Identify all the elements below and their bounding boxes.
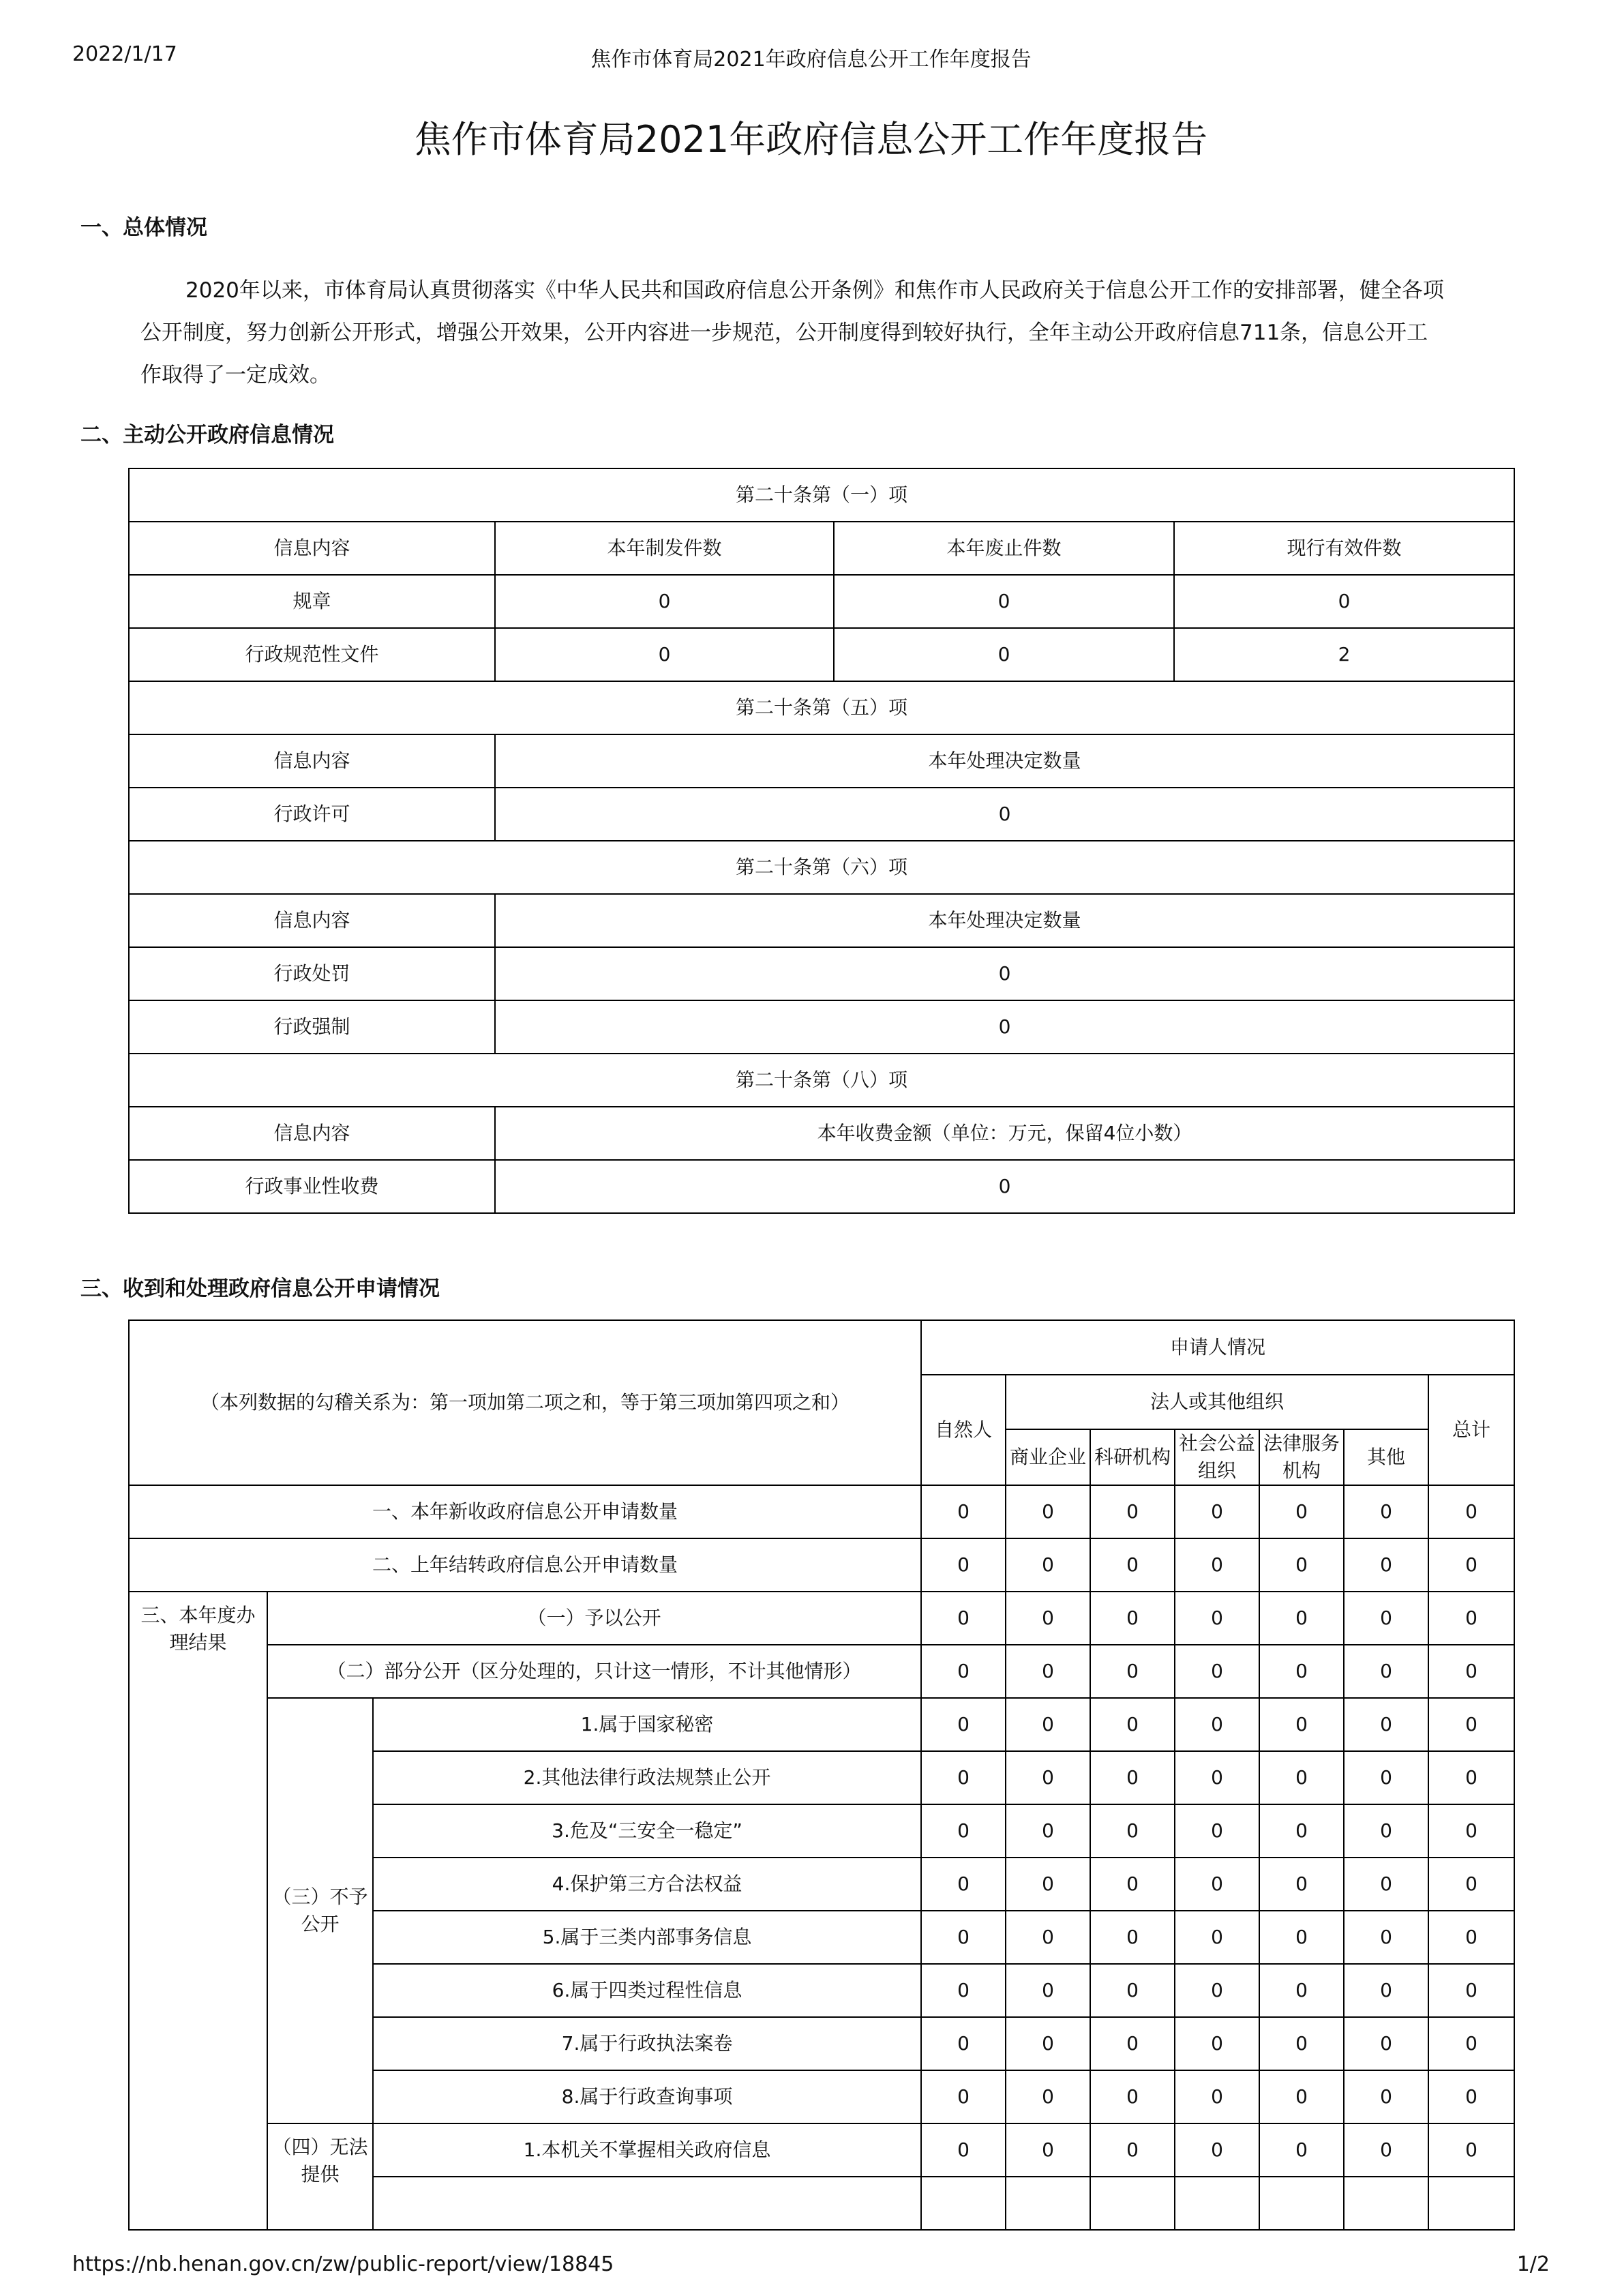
section-2-heading: 二、主动公开政府信息情况 [80,423,334,447]
row-label: （二）部分公开（区分处理的，只计这一情形，不计其他情形） [267,1645,921,1698]
table-row [129,2123,1514,2177]
cell-value: 0 [921,2123,1006,2177]
cell-empty [1175,2177,1259,2230]
cell-value: 0 [921,1538,1006,1592]
column-header: 法律服务机构 [1259,1429,1344,1485]
cell-value: 0 [1259,2070,1344,2123]
cell-value: 0 [1090,1698,1175,1751]
cell-value: 0 [1175,1485,1259,1538]
cell-value: 0 [1344,1751,1428,1804]
cell-value: 0 [1174,575,1514,628]
cell-value: 0 [1428,1538,1514,1592]
group-label: 三、本年度办理结果 [129,1592,267,2230]
row-label: 1.本机关不掌握相关政府信息 [373,2123,921,2177]
column-header: 本年收费金额（单位：万元，保留4位小数） [495,1107,1514,1160]
row-label: 4.保护第三方合法权益 [373,1858,921,1911]
cell-value: 0 [1006,1858,1090,1911]
cell-value: 0 [1428,1964,1514,2017]
row-label: 7.属于行政执法案卷 [373,2017,921,2070]
cell-value: 0 [1344,1911,1428,1964]
cell-value: 0 [1175,1592,1259,1645]
cell-value: 0 [1090,1485,1175,1538]
group-title: 第二十条第（一）项 [129,468,1514,522]
proactive-disclosure-table [128,468,1515,1214]
cell-value: 0 [921,2017,1006,2070]
cell-value: 0 [1428,2123,1514,2177]
cell-value: 0 [495,947,1514,1000]
table-row [129,1592,1514,1645]
cell-value: 0 [495,1160,1514,1213]
cell-empty [1344,2177,1428,2230]
cell-value: 0 [1428,1911,1514,1964]
cell-value: 0 [1006,1964,1090,2017]
cell-value: 0 [1428,2017,1514,2070]
column-header: 本年处理决定数量 [495,734,1514,788]
table-note: （本列数据的勾稽关系为：第一项加第二项之和，等于第三项加第四项之和） [129,1320,921,1485]
cell-value: 0 [1259,1645,1344,1698]
column-header: 信息内容 [129,1107,495,1160]
cell-value: 0 [1090,2070,1175,2123]
cell-value: 0 [495,1000,1514,1054]
column-header: 科研机构 [1090,1429,1175,1485]
cell-value: 2 [1174,628,1514,681]
group-label: （三）不予公开 [267,1698,373,2123]
page-number: 1/2 [1516,2252,1550,2276]
applicant-header: 申请人情况 [921,1320,1514,1375]
cell-value: 0 [921,1751,1006,1804]
group-title: 第二十条第（六）项 [129,841,1514,894]
cell-empty [1090,2177,1175,2230]
row-label: 行政强制 [129,1000,495,1054]
cell-value: 0 [1175,1645,1259,1698]
column-header: 社会公益组织 [1175,1429,1259,1485]
table-row [129,1538,1514,1592]
column-header: 信息内容 [129,734,495,788]
cell-value: 0 [1175,1698,1259,1751]
cell-value: 0 [1006,1645,1090,1698]
cell-value: 0 [1006,2070,1090,2123]
cell-value: 0 [1344,1485,1428,1538]
cell-value: 0 [495,628,834,681]
column-header: 法人或其他组织 [1006,1375,1428,1429]
section-3-heading: 三、收到和处理政府信息公开申请情况 [80,1277,440,1301]
paragraph-line: 作取得了一定成效。 [140,363,331,387]
cell-value: 0 [1344,1645,1428,1698]
cell-value: 0 [1006,1911,1090,1964]
section-1-paragraph [140,269,1497,396]
row-label: 行政处罚 [129,947,495,1000]
cell-value: 0 [1090,1964,1175,2017]
cell-value: 0 [1090,2123,1175,2177]
cell-value: 0 [1428,1804,1514,1858]
cell-value: 0 [1259,1485,1344,1538]
cell-value: 0 [1175,1751,1259,1804]
table-row [129,1000,1514,1054]
cell-value: 0 [1090,1911,1175,1964]
document-title: 焦作市体育局2021年政府信息公开工作年度报告 [414,118,1208,161]
cell-value: 0 [1175,2123,1259,2177]
cell-value: 0 [1259,1964,1344,2017]
cell-empty [1428,2177,1514,2230]
cell-value: 0 [1259,1751,1344,1804]
cell-value: 0 [1344,2070,1428,2123]
cell-value: 0 [1175,1804,1259,1858]
cell-value: 0 [834,628,1174,681]
cell-value: 0 [921,1592,1006,1645]
table-row [129,947,1514,1000]
cell-value: 0 [1090,1538,1175,1592]
cell-value: 0 [1259,1698,1344,1751]
cell-value: 0 [1175,2070,1259,2123]
cell-value: 0 [921,1964,1006,2017]
row-label: 1.属于国家秘密 [373,1698,921,1751]
row-label: 行政事业性收费 [129,1160,495,1213]
row-label: 3.危及“三安全一稳定” [373,1804,921,1858]
cell-value: 0 [495,575,834,628]
cell-empty [921,2177,1006,2230]
column-header: 信息内容 [129,894,495,947]
column-header: 其他 [1344,1429,1428,1485]
cell-value: 0 [1428,1858,1514,1911]
row-label: 行政规范性文件 [129,628,495,681]
paragraph-line: 2020年以来，市体育局认真贯彻落实《中华人民共和国政府信息公开条例》和焦作市人民政府关于信息公开工作的安排部署，健全各项 [185,278,1444,303]
paragraph-line: 公开制度，努力创新公开形式，增强公开效果，公开内容进一步规范，公开制度得到较好执行，全年主动公开政府信息711条，信息公开工 [140,320,1428,345]
cell-value: 0 [921,1911,1006,1964]
cell-value: 0 [921,2070,1006,2123]
cell-value: 0 [1006,1804,1090,1858]
cell-value: 0 [1428,1645,1514,1698]
section-1-heading: 一、总体情况 [80,215,207,240]
cell-value: 0 [1006,2017,1090,2070]
cell-value: 0 [1090,1592,1175,1645]
table-row [129,575,1514,628]
row-label: 6.属于四类过程性信息 [373,1964,921,2017]
cell-value: 0 [1006,1592,1090,1645]
cell-value: 0 [1344,1858,1428,1911]
row-label: 2.其他法律行政法规禁止公开 [373,1751,921,1804]
column-header: 自然人 [921,1375,1006,1485]
cell-value: 0 [1090,1645,1175,1698]
cell-value: 0 [1175,1858,1259,1911]
cell-value: 0 [495,788,1514,841]
row-label: 规章 [129,575,495,628]
cell-value: 0 [1259,1858,1344,1911]
cell-value: 0 [921,1698,1006,1751]
cell-value: 0 [1259,2017,1344,2070]
cell-value: 0 [1259,1911,1344,1964]
row-label: 一、本年新收政府信息公开申请数量 [129,1485,921,1538]
footer-url[interactable]: https://nb.henan.gov.cn/zw/public-report/view/18845 [72,2252,614,2276]
cell-value: 0 [1428,2070,1514,2123]
cell-value: 0 [1006,1698,1090,1751]
column-header: 商业企业 [1006,1429,1090,1485]
cell-value: 0 [1259,1538,1344,1592]
cell-value: 0 [1090,2017,1175,2070]
column-header: 总计 [1428,1375,1514,1485]
cell-value: 0 [1428,1751,1514,1804]
column-header: 本年处理决定数量 [495,894,1514,947]
cell-value: 0 [1428,1485,1514,1538]
cell-value: 0 [1175,1964,1259,2017]
cell-value: 0 [1090,1751,1175,1804]
table-row [129,628,1514,681]
print-date: 2022/1/17 [72,42,177,66]
cell-value: 0 [1344,1964,1428,2017]
cell-value: 0 [1006,2123,1090,2177]
print-header-title: 焦作市体育局2021年政府信息公开工作年度报告 [590,48,1032,72]
row-label: 8.属于行政查询事项 [373,2070,921,2123]
cell-value: 0 [1175,1538,1259,1592]
cell-value: 0 [921,1645,1006,1698]
group-title: 第二十条第（五）项 [129,681,1514,734]
cell-value: 0 [921,1804,1006,1858]
cell-value: 0 [921,1485,1006,1538]
row-label: 5.属于三类内部事务信息 [373,1911,921,1964]
cell-value: 0 [1428,1698,1514,1751]
row-label: 二、上年结转政府信息公开申请数量 [129,1538,921,1592]
cell-value: 0 [1344,1698,1428,1751]
column-header: 本年废止件数 [834,522,1174,575]
cell-value: 0 [1259,1804,1344,1858]
table-row [129,1645,1514,1698]
row-label: 行政许可 [129,788,495,841]
cell-value: 0 [1006,1485,1090,1538]
cell-empty [1006,2177,1090,2230]
application-handling-table [128,1320,1515,2231]
group-label: （四）无法提供 [267,2123,373,2230]
row-label: （一）予以公开 [267,1592,921,1645]
table-row [129,1698,1514,1751]
cell-value: 0 [1175,1911,1259,1964]
table-row [129,1485,1514,1538]
column-header: 现行有效件数 [1174,522,1514,575]
group-title: 第二十条第（八）项 [129,1054,1514,1107]
cell-value: 0 [1090,1858,1175,1911]
table-row [129,1160,1514,1213]
column-header: 信息内容 [129,522,495,575]
cell-value: 0 [1344,2017,1428,2070]
row-label-empty [373,2177,921,2230]
cell-value: 0 [1344,2123,1428,2177]
cell-value: 0 [1175,2017,1259,2070]
cell-value: 0 [921,1858,1006,1911]
cell-value: 0 [1428,1592,1514,1645]
cell-value: 0 [1090,1804,1175,1858]
cell-value: 0 [1259,1592,1344,1645]
cell-value: 0 [1006,1751,1090,1804]
cell-empty [1259,2177,1344,2230]
table-row [129,788,1514,841]
cell-value: 0 [834,575,1174,628]
column-header: 本年制发件数 [495,522,834,575]
cell-value: 0 [1259,2123,1344,2177]
cell-value: 0 [1344,1538,1428,1592]
cell-value: 0 [1006,1538,1090,1592]
cell-value: 0 [1344,1804,1428,1858]
cell-value: 0 [1344,1592,1428,1645]
